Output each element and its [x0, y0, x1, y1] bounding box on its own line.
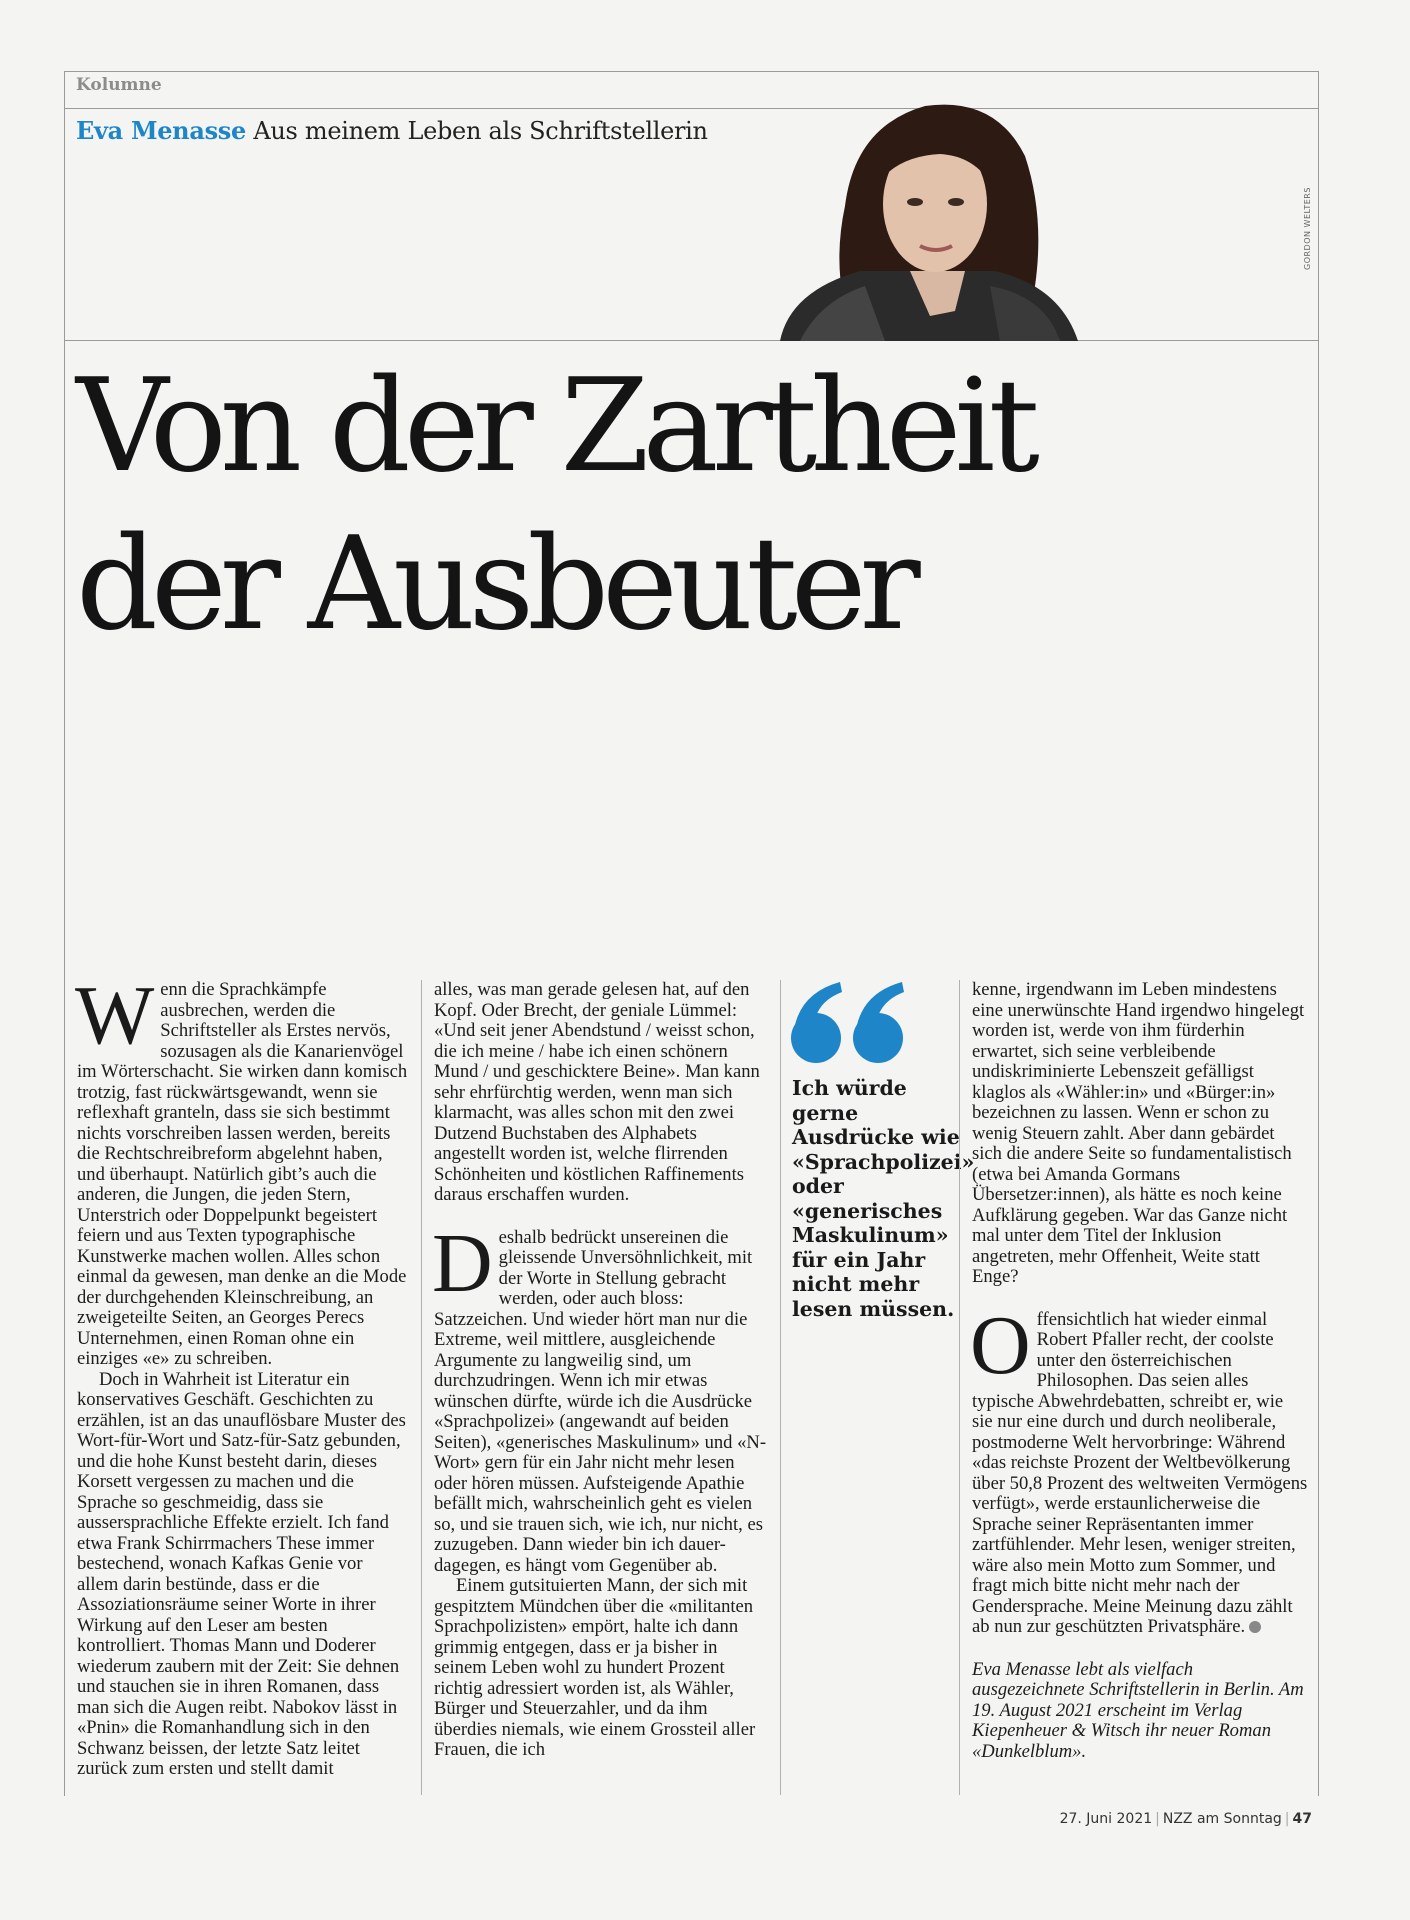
- paragraph-4: [432, 1216, 770, 1577]
- dropcap-w: W: [75, 969, 155, 1062]
- paragraph-1: [75, 969, 408, 1370]
- author-bio: Eva Menasse lebt als vielfach ausgezeichnete Schriftstellerin in Berlin. Am 19. August 2021 erscheint im Verlag Kiepenheuer & Witsch ihr neuer Roman «Dunkelblum».: [972, 1658, 1304, 1762]
- article-column-1: [75, 969, 408, 1780]
- author-portrait: [760, 86, 1080, 341]
- dropcap-d: D: [432, 1216, 493, 1310]
- photo-credit: GORDON WELTERS: [1303, 187, 1312, 270]
- paragraph-6: kenne, irgendwann im Leben mindestens eine unerwünschte Hand irgendwo hingelegt worden ist, werde von ihm fürderhin erwartet, sich seine verbleibende undiskriminierte Lebenszeit gefälligst klaglos als «Wähler:in» und «Bürger:in» bezeichnen zu lassen. Wenn er schon zu wenig Steuern zahlt. Aber dann gebärdet sich die andere Seite so fundamentalistisch (etwa bei Amanda Gormans Übersetzer:innen), als hätte es noch keine Aufklärung gegeben. War das Ganze nicht mal unter dem Titel der Inklusion angetreten, mehr Offenheit, Weite statt Enge?: [972, 979, 1305, 1287]
- column-separator-2: [780, 980, 781, 1795]
- paragraph-4-text: eshalb bedrückt unsereinen die gleissende Unversöhnlichkeit, mit der Worte in Stellung gebracht werden, oder auch bloss: Satzzeichen. Und wieder hört man nur die Extreme, weil mittlere, ausgleichende Argumente zu langweilig sind, um durchzudringen. Wenn ich mir etwas wünschen dürfte, würde ich die Ausdrücke «Sprachpolizei» (angewandt auf beiden Seiten), «generisches Maskulinum» und «N-Wort» gern für ein Jahr nicht mehr lesen oder hören müssen. Aufsteigende Apathie befällt mich, wahrscheinlich geht es vielen so, und sie trauen sich, wie ich, nur nicht, es zuzugeben. Dann wieder bin ich dauer-dagegen, es hängt vom Gegenüber ab.: [434, 1226, 767, 1576]
- end-mark-icon: [1249, 1621, 1261, 1633]
- paragraph-2: Doch in Wahrheit ist Literatur ein konservatives Geschäft. Geschichten zu erzählen, ist an das unauflösbare Muster des Wort-für-Wort und Satz-für-Satz gebunden, und die hohe Kunst besteht darin, dieses Korsett vergessen zu machen und die Sprache so geschmeidig, dass sie aussersprachliche Effekte erzielt. Ich fand etwa Frank Schirrmachers These immer bestechend, wonach Kafkas Genie vor allem darin bestünde, dass er die Assoziationsräume seiner Worte in ihrer Wirkung auf den Leser am besten kontrolliert. Thomas Mann und Doderer wiederum zaubern mit der Zeit: Sie dehnen und stauchen sie in ihren Romanen, dass man sich die Augen reibt. Nabokov lässt in «Pnin» die Romanhandlung sich in den Schwanz beissen, der letzte Satz leitet zurück zum ersten und stellt damit: [77, 1368, 406, 1779]
- author-name: Eva Menasse: [76, 116, 246, 145]
- footer-publication: NZZ am Sonntag: [1162, 1811, 1282, 1827]
- column-subtitle: Aus meinem Leben als Schriftstellerin: [253, 117, 708, 145]
- pull-quote: Ich würde gerne Ausdrücke wie «Sprachpolizei» oder «generisches Maskulinum» für ein Jahr nicht mehr lesen müssen.: [792, 1076, 975, 1321]
- byline: [76, 116, 708, 145]
- quote-mark-icon: [788, 976, 918, 1066]
- page-footer: 27. Juni 2021 | NZZ am Sonntag | 47: [1059, 1811, 1312, 1827]
- paragraph-7: [970, 1298, 1308, 1638]
- paragraph-3: alles, was man gerade gelesen hat, auf den Kopf. Oder Brecht, der geniale Lümmel: «Und seit jener Abendstund / weisst schon, die ich meine / habe ich einen schönern Mund / und geschicktere Beine». Man kann sehr ehrfürchtig werden, wenn man sich klarmacht, was alles schon mit den zwei Dutzend Buchstaben des Alphabets angestellt worden ist, welche flirrenden Schönheiten und köstlichen Raffinements daraus erschaffen wurden.: [434, 979, 760, 1205]
- headline-line-1: Von der Zartheit: [76, 352, 1033, 501]
- dropcap-o: O: [970, 1298, 1031, 1392]
- paragraph-5: Einem gutsituierten Mann, der sich mit gespitztem Mündchen über die «militanten Sprachpolizisten» empört, halte ich dann grimmig entgegen, dass er ja bisher in seinem Leben wohl zu hundert Prozent richtig adressiert worden ist, als Wähler, Bürger und Steuerzahler, und da ihm überdies niemals, wie einem Grossteil aller Frauen, die ich: [434, 1575, 756, 1760]
- paragraph-7-text: ffensichtlich hat wieder einmal Robert Pfaller recht, der coolste unter den österreichischen Philosophen. Das seien alles typische Abwehrdebatten, schreibt er, wie sie nur eine durch und durch neoliberale, postmoderne Welt hervorbringe: Während «das reichste Prozent der Weltbevölkerung über 50,8 Prozent des weltweiten Vermögens verfügt», werde erstaunlicherweise die Sprache seiner Repräsentanten immer zartfühlender. Mehr lesen, weniger streiten, wäre also mein Motto zum Sommer, und fragt mich bitte nicht mehr nach der Gendersprache. Meine Meinung dazu zählt ab nun zur geschützten Privatsphäre.: [972, 1308, 1308, 1637]
- header-divider: [64, 108, 1319, 109]
- headline-line-2: der Ausbeuter: [76, 510, 914, 659]
- article-column-2: [434, 980, 770, 1761]
- column-separator-3: [959, 980, 960, 1795]
- headline: [76, 348, 1033, 664]
- column-separator-1: [421, 980, 422, 1795]
- section-label: Kolumne: [76, 75, 162, 95]
- page-number: 47: [1292, 1811, 1312, 1827]
- paragraph-1-text: enn die Sprachkämpfe ausbrechen, werden die Schriftsteller als Erstes nervös, sozusagen als die Kanarienvögel im Wörterschacht. Sie wirken dann komisch trotzig, fast rückwärtsgewandt, wenn sie reflexhaft granteln, dass sie sich bestimmt nichts vorschreiben lassen werden, bereits die Rechtschreibreform abgelehnt haben, und überhaupt. Natürlich gibt’s auch die anderen, die Jungen, die jeden Stern, Unterstrich oder Doppelpunkt begeistert feiern und aus Texten typographische Kunstwerke machen wollen. Alles schon einmal da gewesen, man denke an die Mode der durchgehenden Kleinschreibung, an zweigeteilte Seiten, an Georges Perecs Unternehmen, einen Roman ohne ein einziges «e» zu schreiben.: [77, 979, 408, 1369]
- footer-date: 27. Juni 2021: [1059, 1811, 1153, 1827]
- photo-divider: [64, 340, 1319, 341]
- article-column-4: [972, 980, 1308, 1762]
